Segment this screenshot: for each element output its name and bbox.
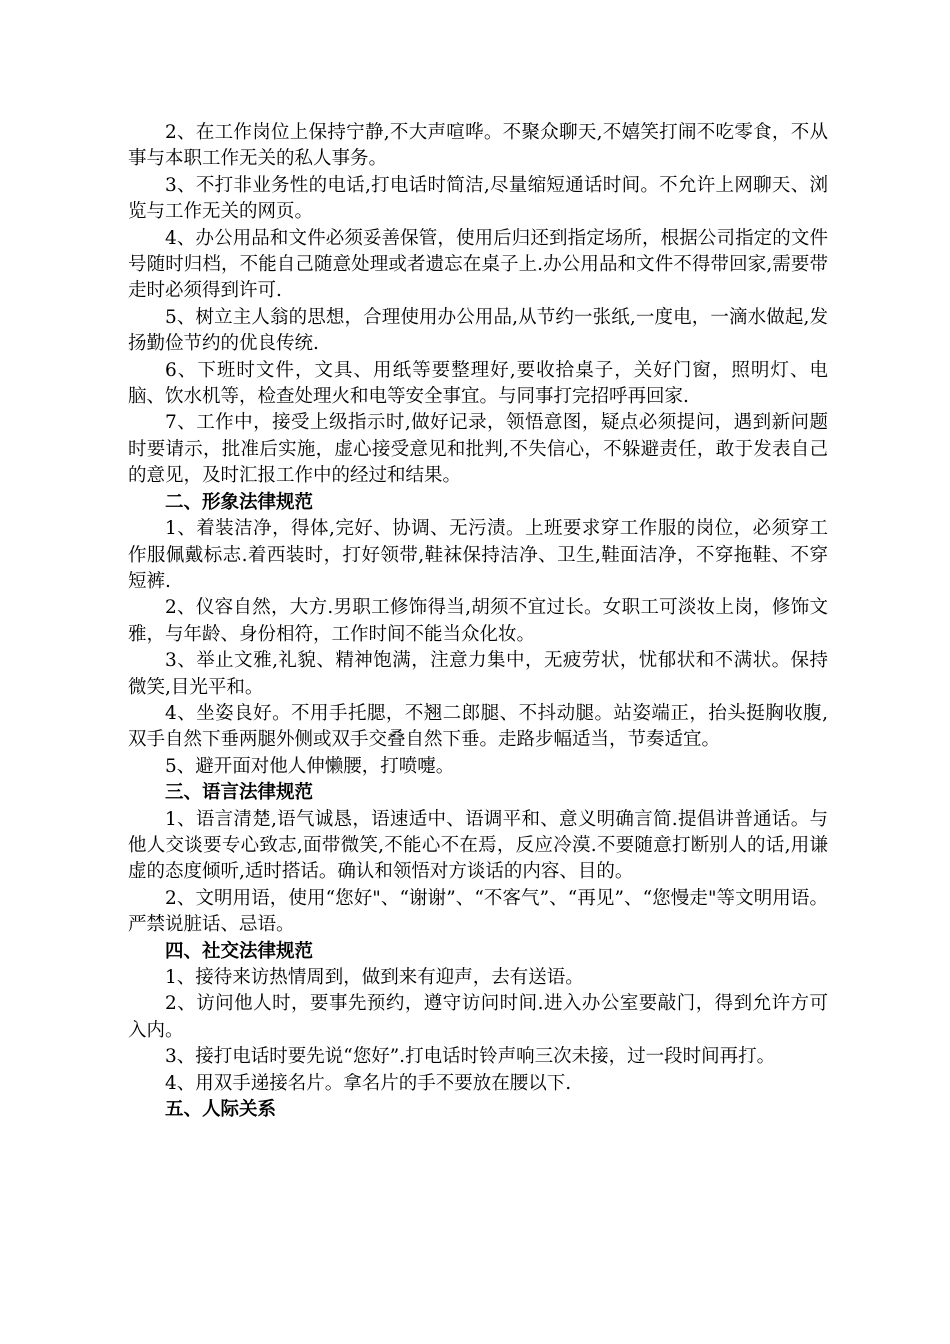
paragraph-6: 6、下班时文件，文具、用纸等要整理好,要收拾桌子，关好门窗，照明灯、电脑、饮水机等，检查处理火和电等安全事宜。与同事打完招呼再回家. (128, 359, 828, 408)
paragraph-image-2: 2、仪容自然，大方.男职工修饰得当,胡须不宜过长。女职工可淡妆上岗，修饰文雅，与年龄、身份相符，工作时间不能当众化妆。 (128, 597, 828, 645)
section-heading-language: 三、语言法律规范 (165, 782, 314, 804)
section-heading-relations: 五、人际关系 (165, 1099, 277, 1121)
section-heading-social: 四、社交法律规范 (165, 940, 314, 962)
paragraph-social-4: 4、用双手递接名片。拿名片的手不要放在腰以下. (165, 1072, 572, 1094)
paragraph-3: 3、不打非业务性的电话,打电话时简洁,尽量缩短通话时间。不允许上网聊天、浏览与工作无关的网页。 (128, 174, 828, 223)
paragraph-social-3: 3、接打电话时要先说“您好”.打电话时铃声响三次未接，过一段时间再打。 (165, 1046, 776, 1068)
paragraph-2: 2、在工作岗位上保持宁静,不大声喧哗。不聚众聊天,不嬉笑打闹不吃零食，不从事与本职工作无关的私人事务。 (128, 122, 828, 170)
paragraph-language-2: 2、文明用语，使用“您好"、“谢谢”、“不客气”、“再见”、“您慢走"等文明用语。严禁说脏话、忌语。 (128, 887, 828, 936)
paragraph-image-3: 3、举止文雅,礼貌、精神饱满，注意力集中，无疲劳状，忧郁状和不满状。保持微笑,目光平和。 (128, 650, 828, 698)
section-heading-image: 二、形象法律规范 (165, 491, 314, 513)
paragraph-4: 4、办公用品和文件必须妥善保管，使用后归还到指定场所，根据公司指定的文件号随时归档，不能自己随意处理或者遗忘在桌子上.办公用品和文件不得带回家,需要带走时必须得到许可. (128, 227, 828, 302)
paragraph-social-1: 1、接待来访热情周到，做到来有迎声，去有送语。 (165, 967, 584, 988)
paragraph-social-2: 2、访问他人时，要事先预约，遵守访问时间.进入办公室要敲门，得到允许方可入内。 (128, 993, 828, 1041)
paragraph-image-5: 5、避开面对他人伸懒腰，打喷嚏。 (165, 755, 455, 777)
paragraph-language-1: 1、语言清楚,语气诚恳，语速适中、语调平和、意义明确言简.提倡讲普通话。与他人交谈要专心致志,面带微笑,不能心不在焉，反应冷漠.不要随意打断别人的话,用谦虚的态度倾听,适时搭话。确认和领悟对方谈话的内容、目的。 (128, 808, 828, 883)
document-page (128, 120, 828, 1123)
paragraph-image-1: 1、着装洁净，得体,完好、协调、无污渍。上班要求穿工作服的岗位，必须穿工作服佩戴标志.着西装时，打好领带,鞋袜保持洁净、卫生,鞋面洁净，不穿拖鞋、不穿短裤. (128, 518, 828, 592)
paragraph-image-4: 4、坐姿良好。不用手托腮，不翘二郎腿、不抖动腿。站姿端正，抬头挺胸收腹,双手自然下垂两腿外侧或双手交叠自然下垂。走路步幅适当，节奏适宜。 (128, 702, 828, 751)
paragraph-7: 7、工作中，接受上级指示时,做好记录，领悟意图，疑点必须提问，遇到新问题时要请示，批准后实施，虚心接受意见和批判,不失信心，不躲避责任，敢于发表自己的意见，及时汇报工作中的经过和结果。 (128, 412, 828, 487)
paragraph-5: 5、树立主人翁的思想，合理使用办公用品,从节约一张纸,一度电，一滴水做起,发扬勤俭节约的优良传统. (128, 306, 828, 355)
